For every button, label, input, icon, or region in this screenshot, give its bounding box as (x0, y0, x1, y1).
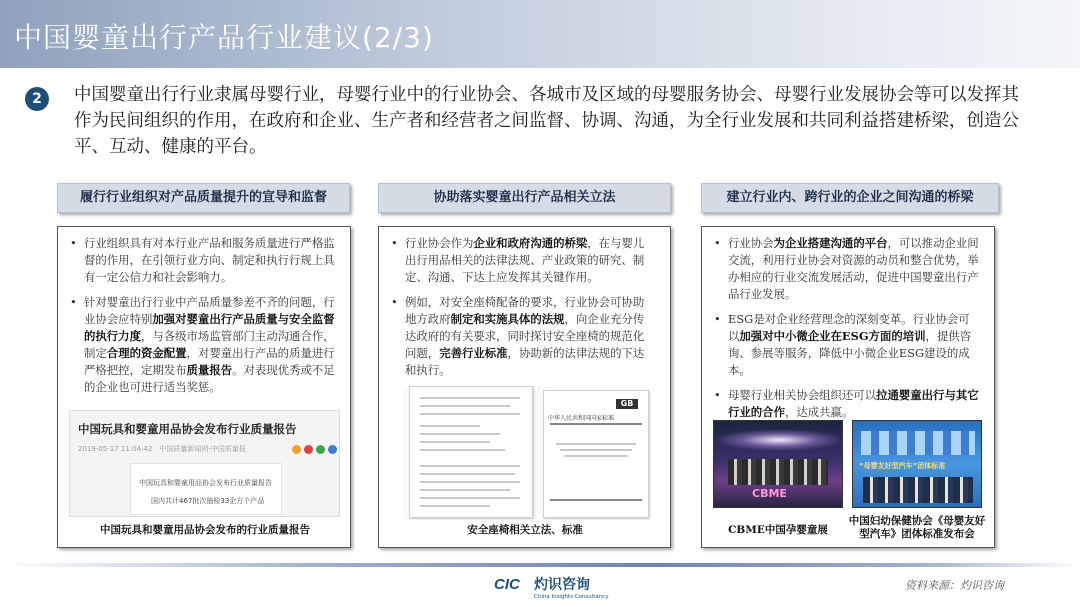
report-meta: 2019-05-17 11:04:42 中国质量新闻网-中国质量报 (78, 445, 246, 453)
photo-caption: 中国妇幼保健协会《母婴友好型汽车》团体标准发布会 (848, 515, 986, 540)
list-item (712, 387, 980, 421)
bullet-emphasis: 合理的资金配置 (106, 346, 187, 360)
title-bar (0, 0, 1080, 68)
section-number-badge: 2 (25, 87, 49, 111)
company-name-en: China Insights Consultancy (534, 594, 609, 600)
bullet-text: ，对婴童出行产品的质量进行严格把控，定期发布 (84, 346, 335, 377)
bullet-text: ，与各级市场监管部门主动沟通合作，制定 (84, 329, 335, 360)
standard-header: 中华人民共和国国家标准 (548, 415, 615, 422)
wechat-icon (316, 445, 325, 454)
bullet-text: ，可以推动企业间交流，利用行业协会对资源的动员和整合优势，举办相应的行业交流发展活动，促进中国婴童出行产品行业发展。 (728, 236, 979, 301)
regulation-page (409, 386, 533, 518)
bullet-text: 针对婴童出行行业中产品质量参差不齐的问题，行业协会应特别 (84, 295, 335, 326)
company-logo (494, 574, 609, 604)
source-note: 资料来源：灼识咨询 (905, 579, 1004, 592)
image-caption: 安全座椅相关立法、标准 (467, 524, 583, 536)
bullet-text: ，达成共赢。 (784, 405, 854, 419)
bullet-emphasis: 完善行业标准 (439, 346, 508, 360)
photo-caption: CBME中国孕婴童展 (728, 524, 828, 536)
bullet-text: 行业协会 (728, 236, 774, 250)
standard-launch-photo (852, 420, 982, 508)
report-document (130, 463, 282, 515)
share-icon (292, 445, 301, 454)
bullet-emphasis: 拉通婴童出行与其它行业的合作 (728, 388, 979, 419)
column-heading-quality: 履行行业组织对产品质量提升的宣导和监督 (57, 183, 350, 213)
bullet-text: 例如，对安全座椅配备的要求，行业协会可协助地方政府 (405, 295, 645, 326)
cbme-sign: CBME (752, 487, 787, 500)
portrait-row (861, 431, 975, 455)
quality-report-image (69, 410, 340, 517)
page-title: 中国婴童出行产品行业建议(2/3) (14, 21, 434, 54)
bullet-emphasis: 制定和实施具体的法规 (450, 312, 565, 326)
bullet-list-legislation (389, 235, 655, 387)
people-group (728, 459, 828, 485)
weibo-icon (304, 445, 313, 454)
image-caption: 中国玩具和婴童用品协会发布的行业质量报告 (100, 524, 310, 536)
list-item (389, 294, 655, 379)
people-group (863, 477, 973, 503)
bullet-emphasis: 企业和政府沟通的桥梁 (473, 236, 588, 250)
bullet-emphasis: 加强对婴童出行产品质量与安全监督的执行力度 (84, 312, 335, 343)
report-headline: 中国玩具和婴童用品协会发布行业质量报告 (78, 422, 297, 436)
bullet-emphasis: 为企业搭建沟通的平台 (773, 236, 888, 250)
bullet-text: 行业协会作为 (405, 236, 474, 250)
document-line: 中国玩具和婴童用品协会发布行业质量报告 (139, 479, 272, 487)
bullet-text: ，向企业充分传达政府的有关要求，同时探讨安全座椅的规范化问题， (405, 312, 645, 360)
bullet-emphasis: 加强对中小微企业在ESG方面的培训 (739, 329, 926, 343)
bullet-text: ，协助新的法律法规的下达和执行。 (405, 346, 645, 377)
qzone-icon (328, 445, 337, 454)
bullet-list-communication (712, 235, 980, 429)
list-item (712, 235, 980, 303)
cic-logo-mark: CIC (494, 576, 520, 593)
bullet-emphasis: 质量报告 (186, 363, 233, 377)
bullet-text: 。对表现优秀或不足的企业也可进行适当奖惩。 (84, 363, 335, 394)
banner-title: “母婴友好型汽车”团体标准 (859, 462, 946, 470)
bullet-text: 行业组织具有对本行业产品和服务质量进行严格监督的作用，在引领行业方向、制定和执行行规上具有一定公信力和社会影响力。 (84, 236, 335, 284)
bullet-text: ，在与婴儿出行用品相关的法律法规、产业政策的研究、制定、沟通、下达上应发挥其关键作用。 (405, 236, 645, 284)
bullet-text: 母婴行业相关协会组织还可以 (728, 388, 877, 402)
list-item (712, 311, 980, 379)
bullet-text: ESG是对企业经营理念的深刻变革。行业协会可以 (728, 312, 970, 343)
column-heading-communication: 建立行业内、跨行业的企业之间沟通的桥梁 (701, 183, 999, 213)
national-standard-page (543, 390, 649, 518)
document-line: 国内共计467批次抽检33企方个产品 (151, 497, 265, 505)
bullet-text: ，提供咨询、参展等服务，降低中小微企业ESG建设的成本。 (728, 329, 972, 377)
bullet-list-quality (68, 235, 336, 404)
legislation-documents-image (403, 386, 649, 519)
gb-logo: GB (616, 399, 638, 409)
intro-paragraph: 中国婴童出行行业隶属母婴行业，母婴行业中的行业协会、各城市及区域的母婴服务协会、母婴行业发展协会等可以发挥其作为民间组织的作用，在政府和企业、生产者和经营者之间监督、协调、沟通，为全行业发展和共同利益搭建桥梁，创造公平、互动、健康的平台。 (74, 85, 1019, 157)
list-item (389, 235, 655, 286)
list-item (68, 294, 336, 396)
column-heading-legislation: 协助落实婴童出行产品相关立法 (378, 183, 671, 213)
company-name: 灼识咨询 (534, 577, 590, 593)
list-item (68, 235, 336, 286)
cbme-expo-photo (713, 420, 843, 508)
footer-divider (0, 563, 1080, 567)
